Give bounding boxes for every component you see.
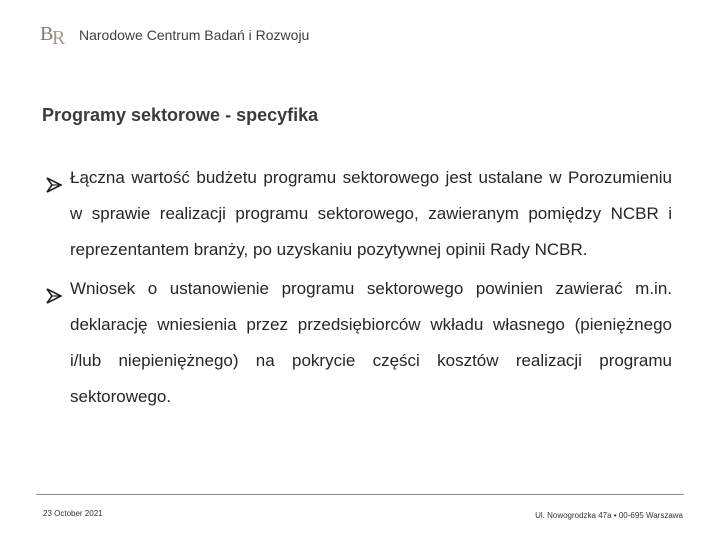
- ncbr-logo-icon: [40, 24, 80, 54]
- arrow-right-icon: [46, 281, 62, 297]
- organization-name: Narodowe Centrum Badań i Rozwoju: [79, 27, 310, 43]
- footer-date: 23 October 2021: [43, 509, 103, 518]
- footer-address: Ul. Nowogrodzka 47a • 00-695 Warszawa: [535, 511, 683, 520]
- bullet-item: [46, 271, 672, 415]
- arrow-right-icon: [46, 170, 62, 186]
- bullet-item: [46, 160, 672, 268]
- svg-text:R: R: [52, 27, 66, 49]
- bullet-list: [46, 160, 672, 415]
- slide-title: Programy sektorowe - specyfika: [42, 105, 319, 125]
- bullet-text: Łączna wartość budżetu programu sektorowego jest ustalane w Porozumieniu w sprawie realizacji programu sektorowego, zawieranym pomiędzy NCBR i reprezentantem branży, po uzyskaniu pozytywnej opinii Rady NCBR.: [70, 168, 672, 259]
- svg-text:B: B: [40, 24, 54, 45]
- footer-divider: [36, 494, 684, 495]
- bullet-text: Wniosek o ustanowienie programu sektorowego powinien zawierać m.in. deklarację wniesienia przez przedsiębiorców wkładu własnego (pieniężnego i/lub niepieniężnego) na pokrycie części kosztów realizacji programu sektorowego.: [70, 279, 672, 406]
